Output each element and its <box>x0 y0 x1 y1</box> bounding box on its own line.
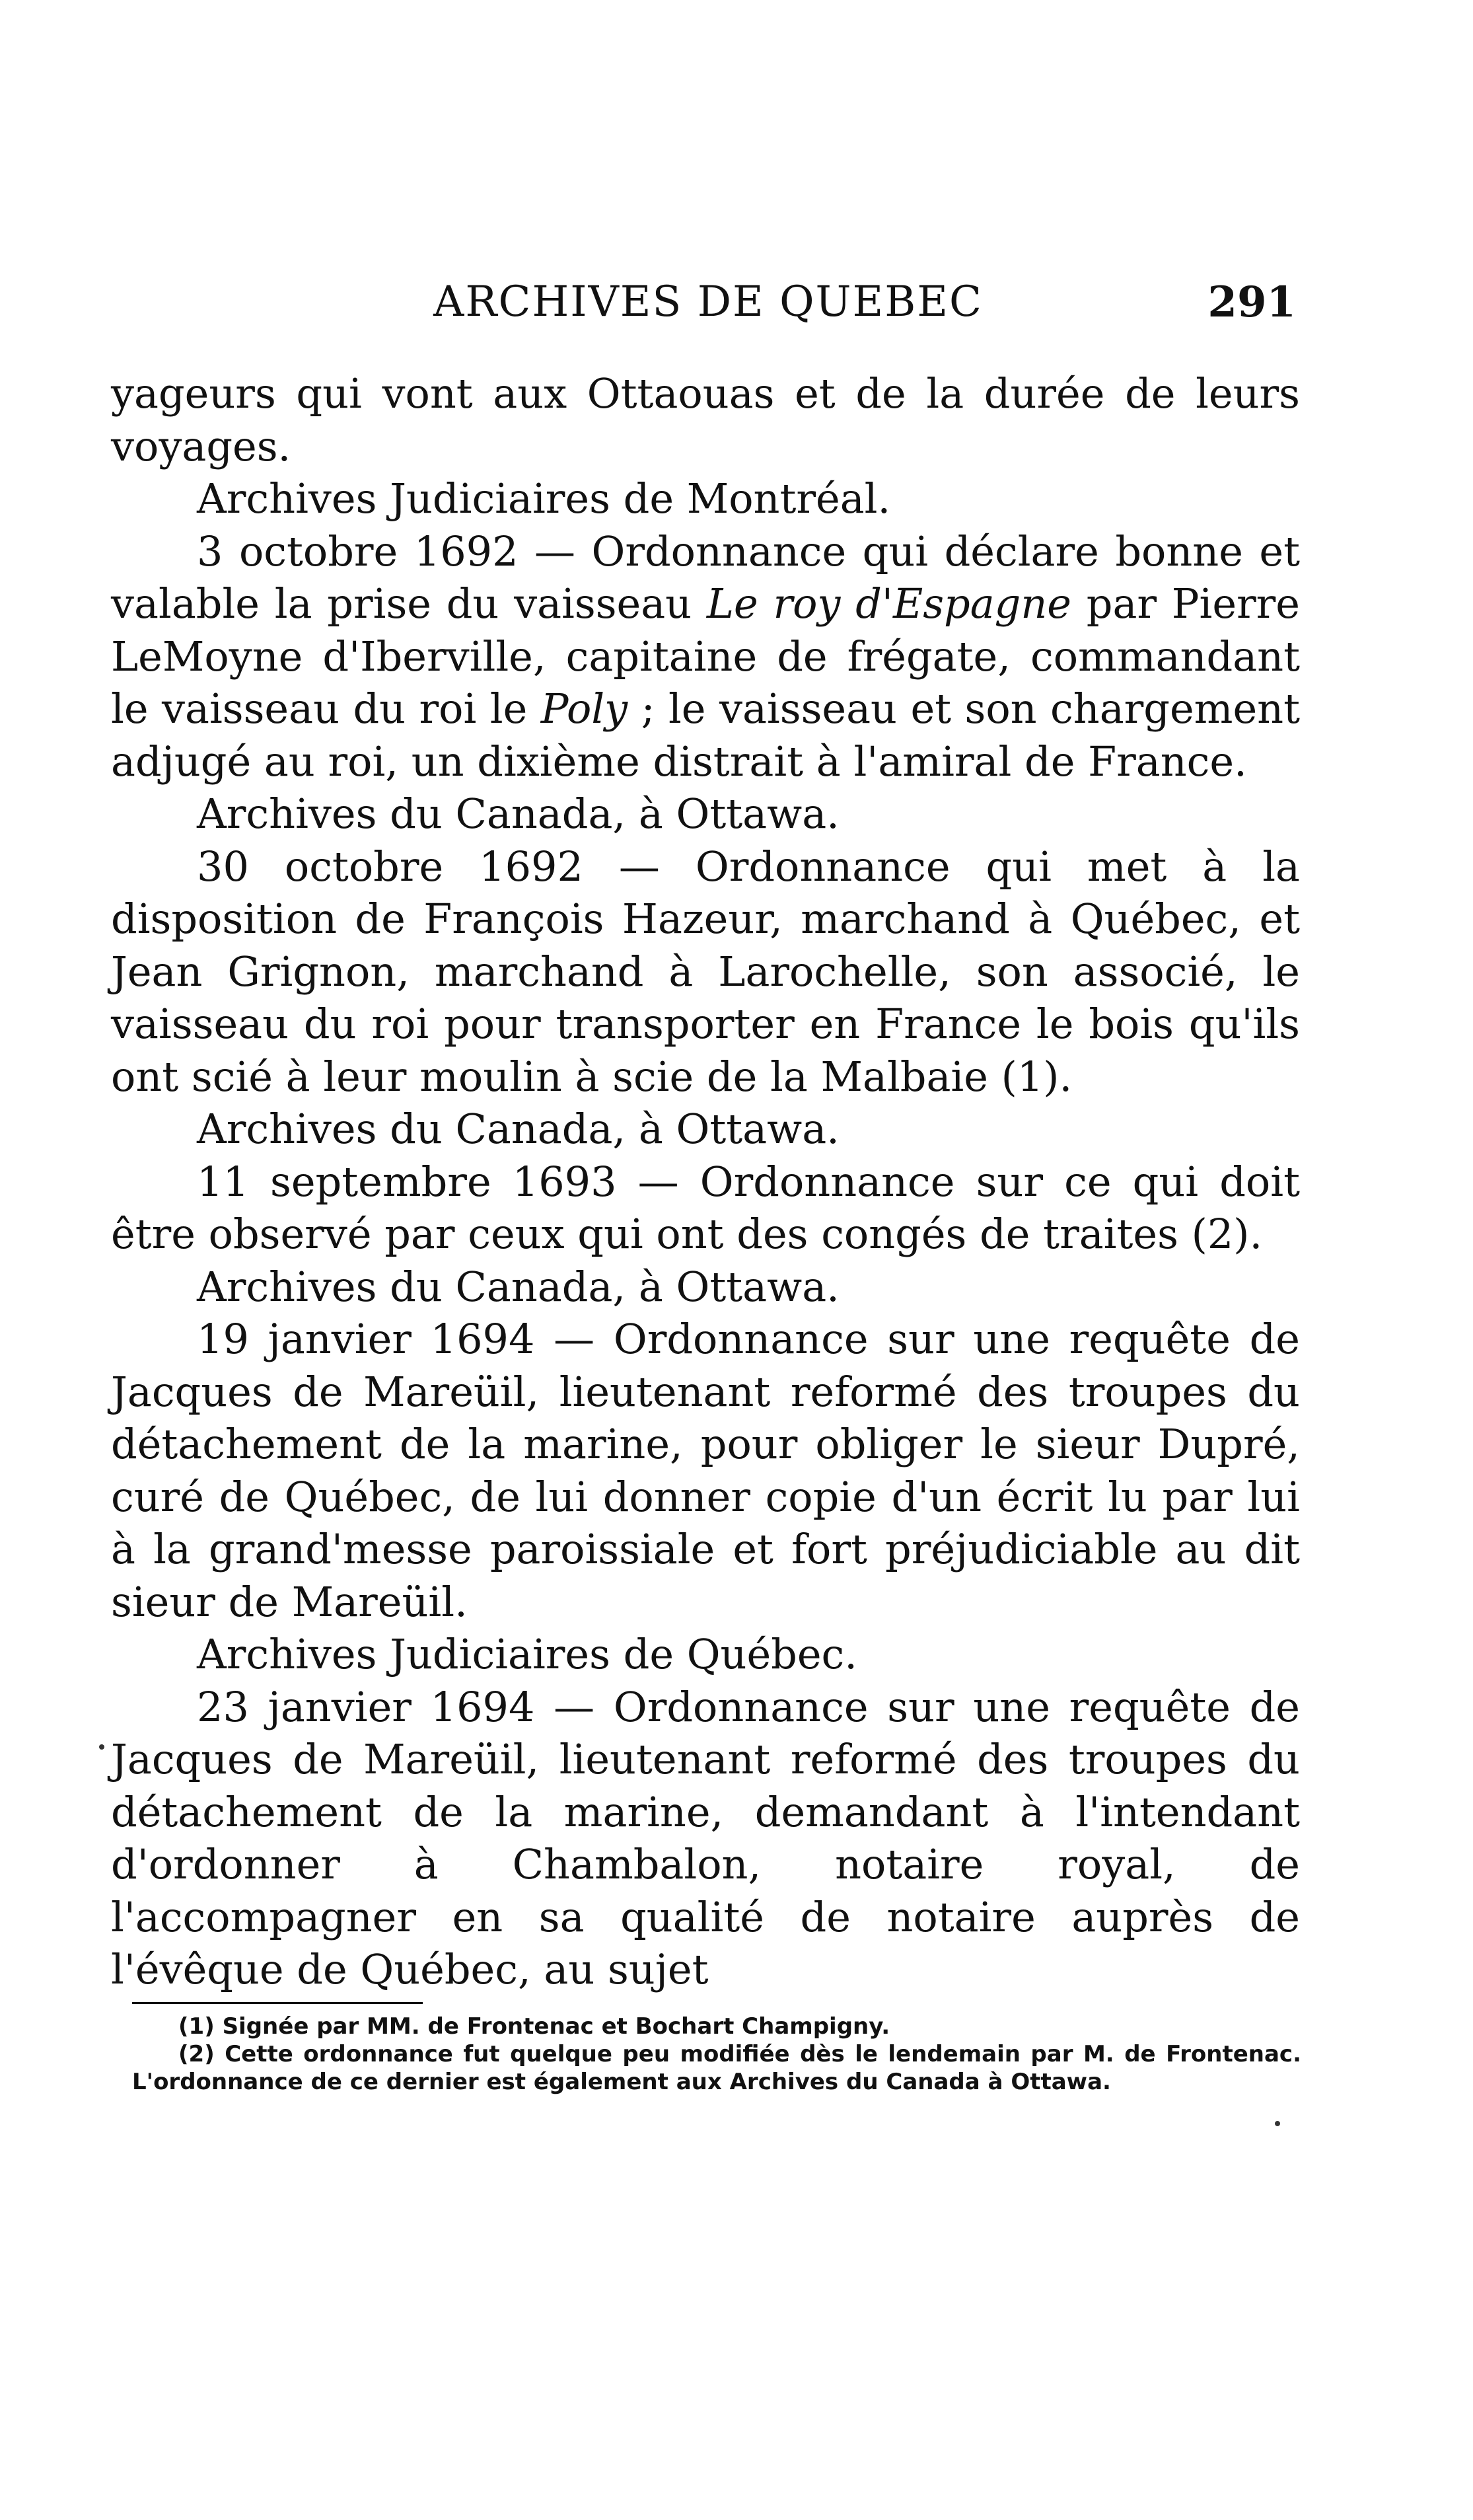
archive-source: Archives du Canada, à Ottawa. <box>197 1262 840 1311</box>
entry-paragraph <box>111 525 1300 788</box>
entry-text: 3 octobre 1692 — Ordonnance qui déclare bonne et valable la prise du vaisseau <box>111 527 1300 628</box>
entry-paragraph: 11 septembre 1693 — Ordonnance sur ce qui doit être observé par ceux qui ont des congés de traites (2). <box>111 1157 1300 1258</box>
footnote-2: (2) Cette ordonnance fut quelque peu modifiée dès le lendemain par M. de Frontenac. L'ordonnance de ce dernier est également aux Archives du Canada à Ottawa. <box>132 2041 1301 2095</box>
print-speck <box>99 1744 104 1750</box>
entry-paragraph: 23 janvier 1694 — Ordonnance sur une requête de Jacques de Mareüil, lieutenant reformé des troupes du détachement de la marine, demandant à l'intendant d'ordonner à Chambalon, notaire royal, de l'accompagner en sa qualité de notaire auprès de l'évêque de Québec, au sujet <box>111 1682 1300 1993</box>
archive-source: Archives du Canada, à Ottawa. <box>197 1105 840 1153</box>
page-header <box>120 278 1296 350</box>
entry-text: par Pierre LeMoyne d'Iberville, capitaine de frégate, commandant le vaisseau du roi le <box>111 579 1300 733</box>
body-text <box>111 367 1300 1996</box>
entry-paragraph: 30 octobre 1692 — Ordonnance qui met à la disposition de François Hazeur, marchand à Québec, et Jean Grignon, marchand à Larochelle, son associé, le vaisseau du roi pour transporter en France le bois qu'ils ont scié à leur moulin à scie de la Malbaie (1). <box>111 842 1300 1101</box>
footnote-1: (1) Signée par MM. de Frontenac et Bochart Champigny. <box>178 2013 890 2040</box>
archive-source: Archives Judiciaires de Montréal. <box>197 474 891 523</box>
ship-name: Poly <box>540 685 628 733</box>
ship-name: Le roy d'Espagne <box>706 579 1071 628</box>
print-speck <box>1275 2121 1280 2126</box>
page-number: 291 <box>1207 278 1296 327</box>
footnote-rule <box>132 2002 423 2004</box>
archive-source: Archives Judiciaires de Québec. <box>197 1630 857 1678</box>
footnotes <box>132 2013 1301 2096</box>
entry-text: ; le vaisseau et son chargement adjugé au roi, un dixième distrait à l'amiral de France. <box>111 685 1300 786</box>
archive-source: Archives du Canada, à Ottawa. <box>197 790 840 838</box>
paragraph-continuation: yageurs qui vont aux Ottaouas et de la durée de leurs voyages. <box>111 369 1300 470</box>
entry-paragraph: 19 janvier 1694 — Ordonnance sur une requête de Jacques de Mareüil, lieutenant reformé des troupes du détachement de la marine, pour obliger le sieur Dupré, curé de Québec, de lui donner copie d'un écrit lu par lui à la grand'messe paroissiale et fort préjudiciable au dit sieur de Mareüil. <box>111 1315 1300 1626</box>
running-title: ARCHIVES DE QUEBEC <box>433 278 983 326</box>
